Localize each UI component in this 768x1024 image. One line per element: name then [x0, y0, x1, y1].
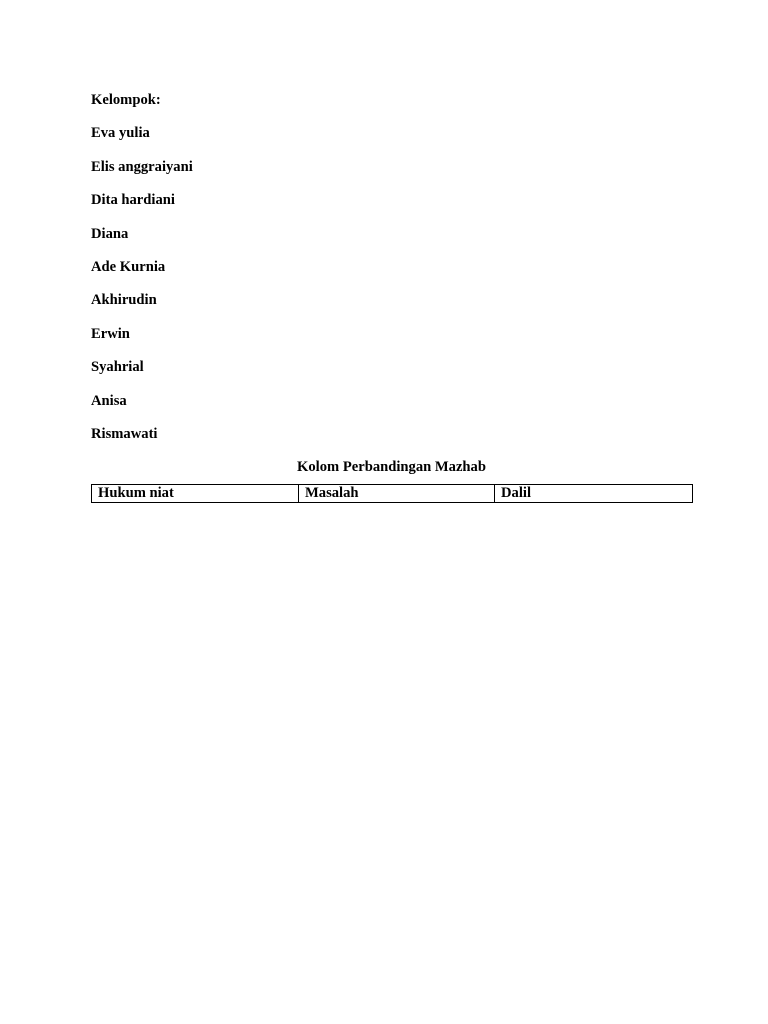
table-header-row: [92, 485, 693, 503]
comparison-table-title: Kolom Perbandingan Mazhab: [297, 459, 486, 476]
column-header-masalah: Masalah: [299, 485, 495, 503]
member-name: Rismawati: [91, 425, 158, 442]
group-heading: Kelompok:: [91, 92, 161, 108]
member-name: Ade Kurnia: [91, 258, 166, 275]
member-name: Syahrial: [91, 359, 144, 376]
column-header-dalil: Dalil: [495, 485, 693, 503]
member-name: Anisa: [91, 392, 127, 409]
member-name: Dita hardiani: [91, 192, 175, 209]
member-name: Akhirudin: [91, 292, 157, 309]
member-name: Diana: [91, 225, 129, 242]
column-header-hukum-niat: Hukum niat: [92, 485, 299, 503]
document-body: [91, 92, 692, 503]
comparison-table: [91, 484, 693, 503]
member-name: Erwin: [91, 325, 130, 342]
member-name: Elis anggraiyani: [91, 158, 193, 175]
member-name: Eva yulia: [91, 125, 150, 142]
